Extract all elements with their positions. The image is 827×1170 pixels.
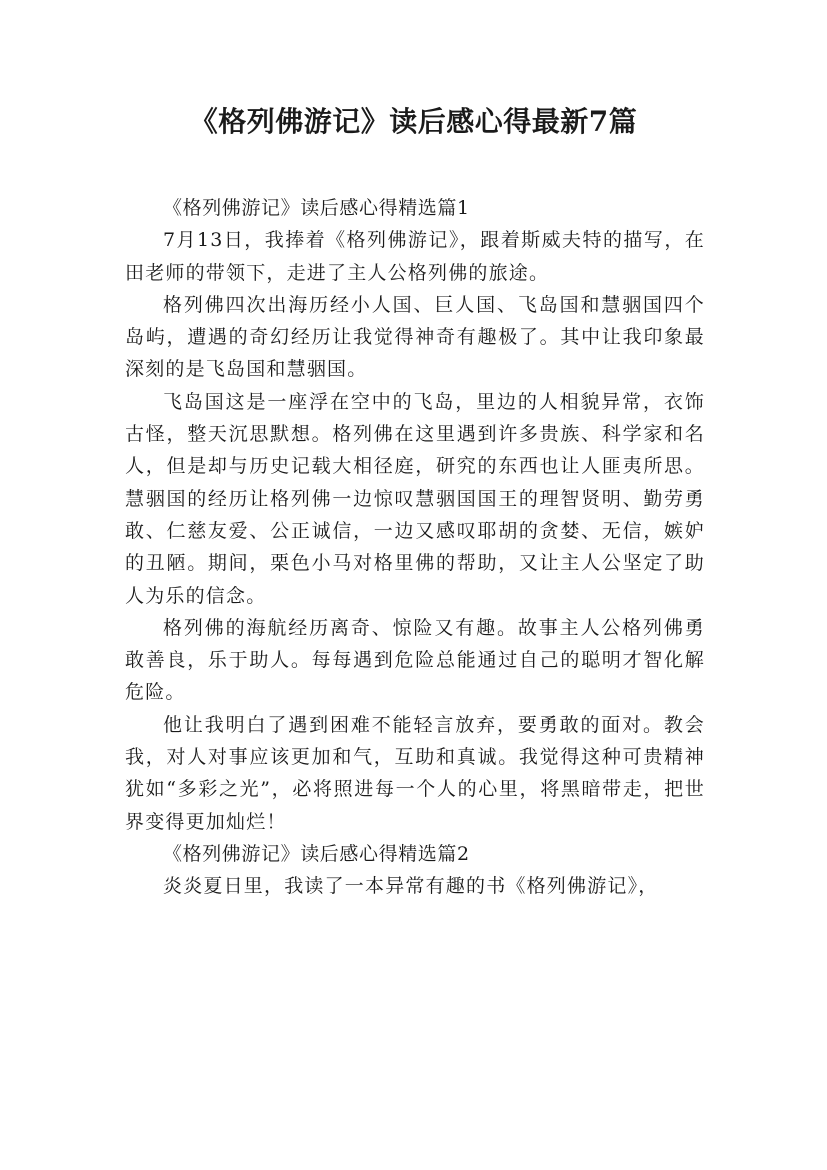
paragraph-3: 飞岛国这是一座浮在空中的飞岛，里边的人相貌异常，衣饰古怪，整天沉思默想。格列佛在这里遇到许多贵族、科学家和名人，但是却与历史记载大相径庭，研究的东西也让人匪夷所思。慧骃国的经历让格列佛一边惊叹慧骃国国王的理智贤明、勤劳勇敢、仁慈友爱、公正诚信，一边又感叹耶胡的贪婪、无信，嫉妒的丑陋。期间，栗色小马对格里佛的帮助，又让主人公坚定了助人为乐的信念。: [125, 390, 705, 607]
paragraph-6: 炎炎夏日里，我读了一本异常有趣的书《格列佛游记》，: [163, 875, 659, 898]
paragraph-2: 格列佛四次出海历经小人国、巨人国、飞岛国和慧骃国四个岛屿，遭遇的奇幻经历让我觉得神奇有趣极了。其中让我印象最深刻的是飞岛国和慧骃国。: [125, 293, 705, 381]
paragraph-4: 格列佛的海航经历离奇、惊险又有趣。故事主人公格列佛勇敢善良，乐于助人。每每遇到危险总能通过自己的聪明才智化解危险。: [125, 616, 705, 704]
document-title: 《格列佛游记》读后感心得最新7篇: [189, 105, 638, 138]
paragraph-1: 7月13日，我捧着《格列佛游记》，跟着斯威夫特的描写，在田老师的带领下，走进了主人公格列佛的旅途。: [125, 229, 705, 284]
section-heading-1: 《格列佛游记》读后感心得精选篇1: [163, 197, 470, 219]
document-body: [125, 192, 705, 903]
section-heading-2: 《格列佛游记》读后感心得精选篇2: [163, 842, 470, 865]
paragraph-5: 他让我明白了遇到困难不能轻言放弃，要勇敢的面对。教会我，对人对事应该更加和气，互助和真诚。我觉得这种可贵精神犹如“多彩之光”，必将照进每一个人的心里，将黑暗带走，把世界变得更加灿烂！: [125, 713, 705, 833]
